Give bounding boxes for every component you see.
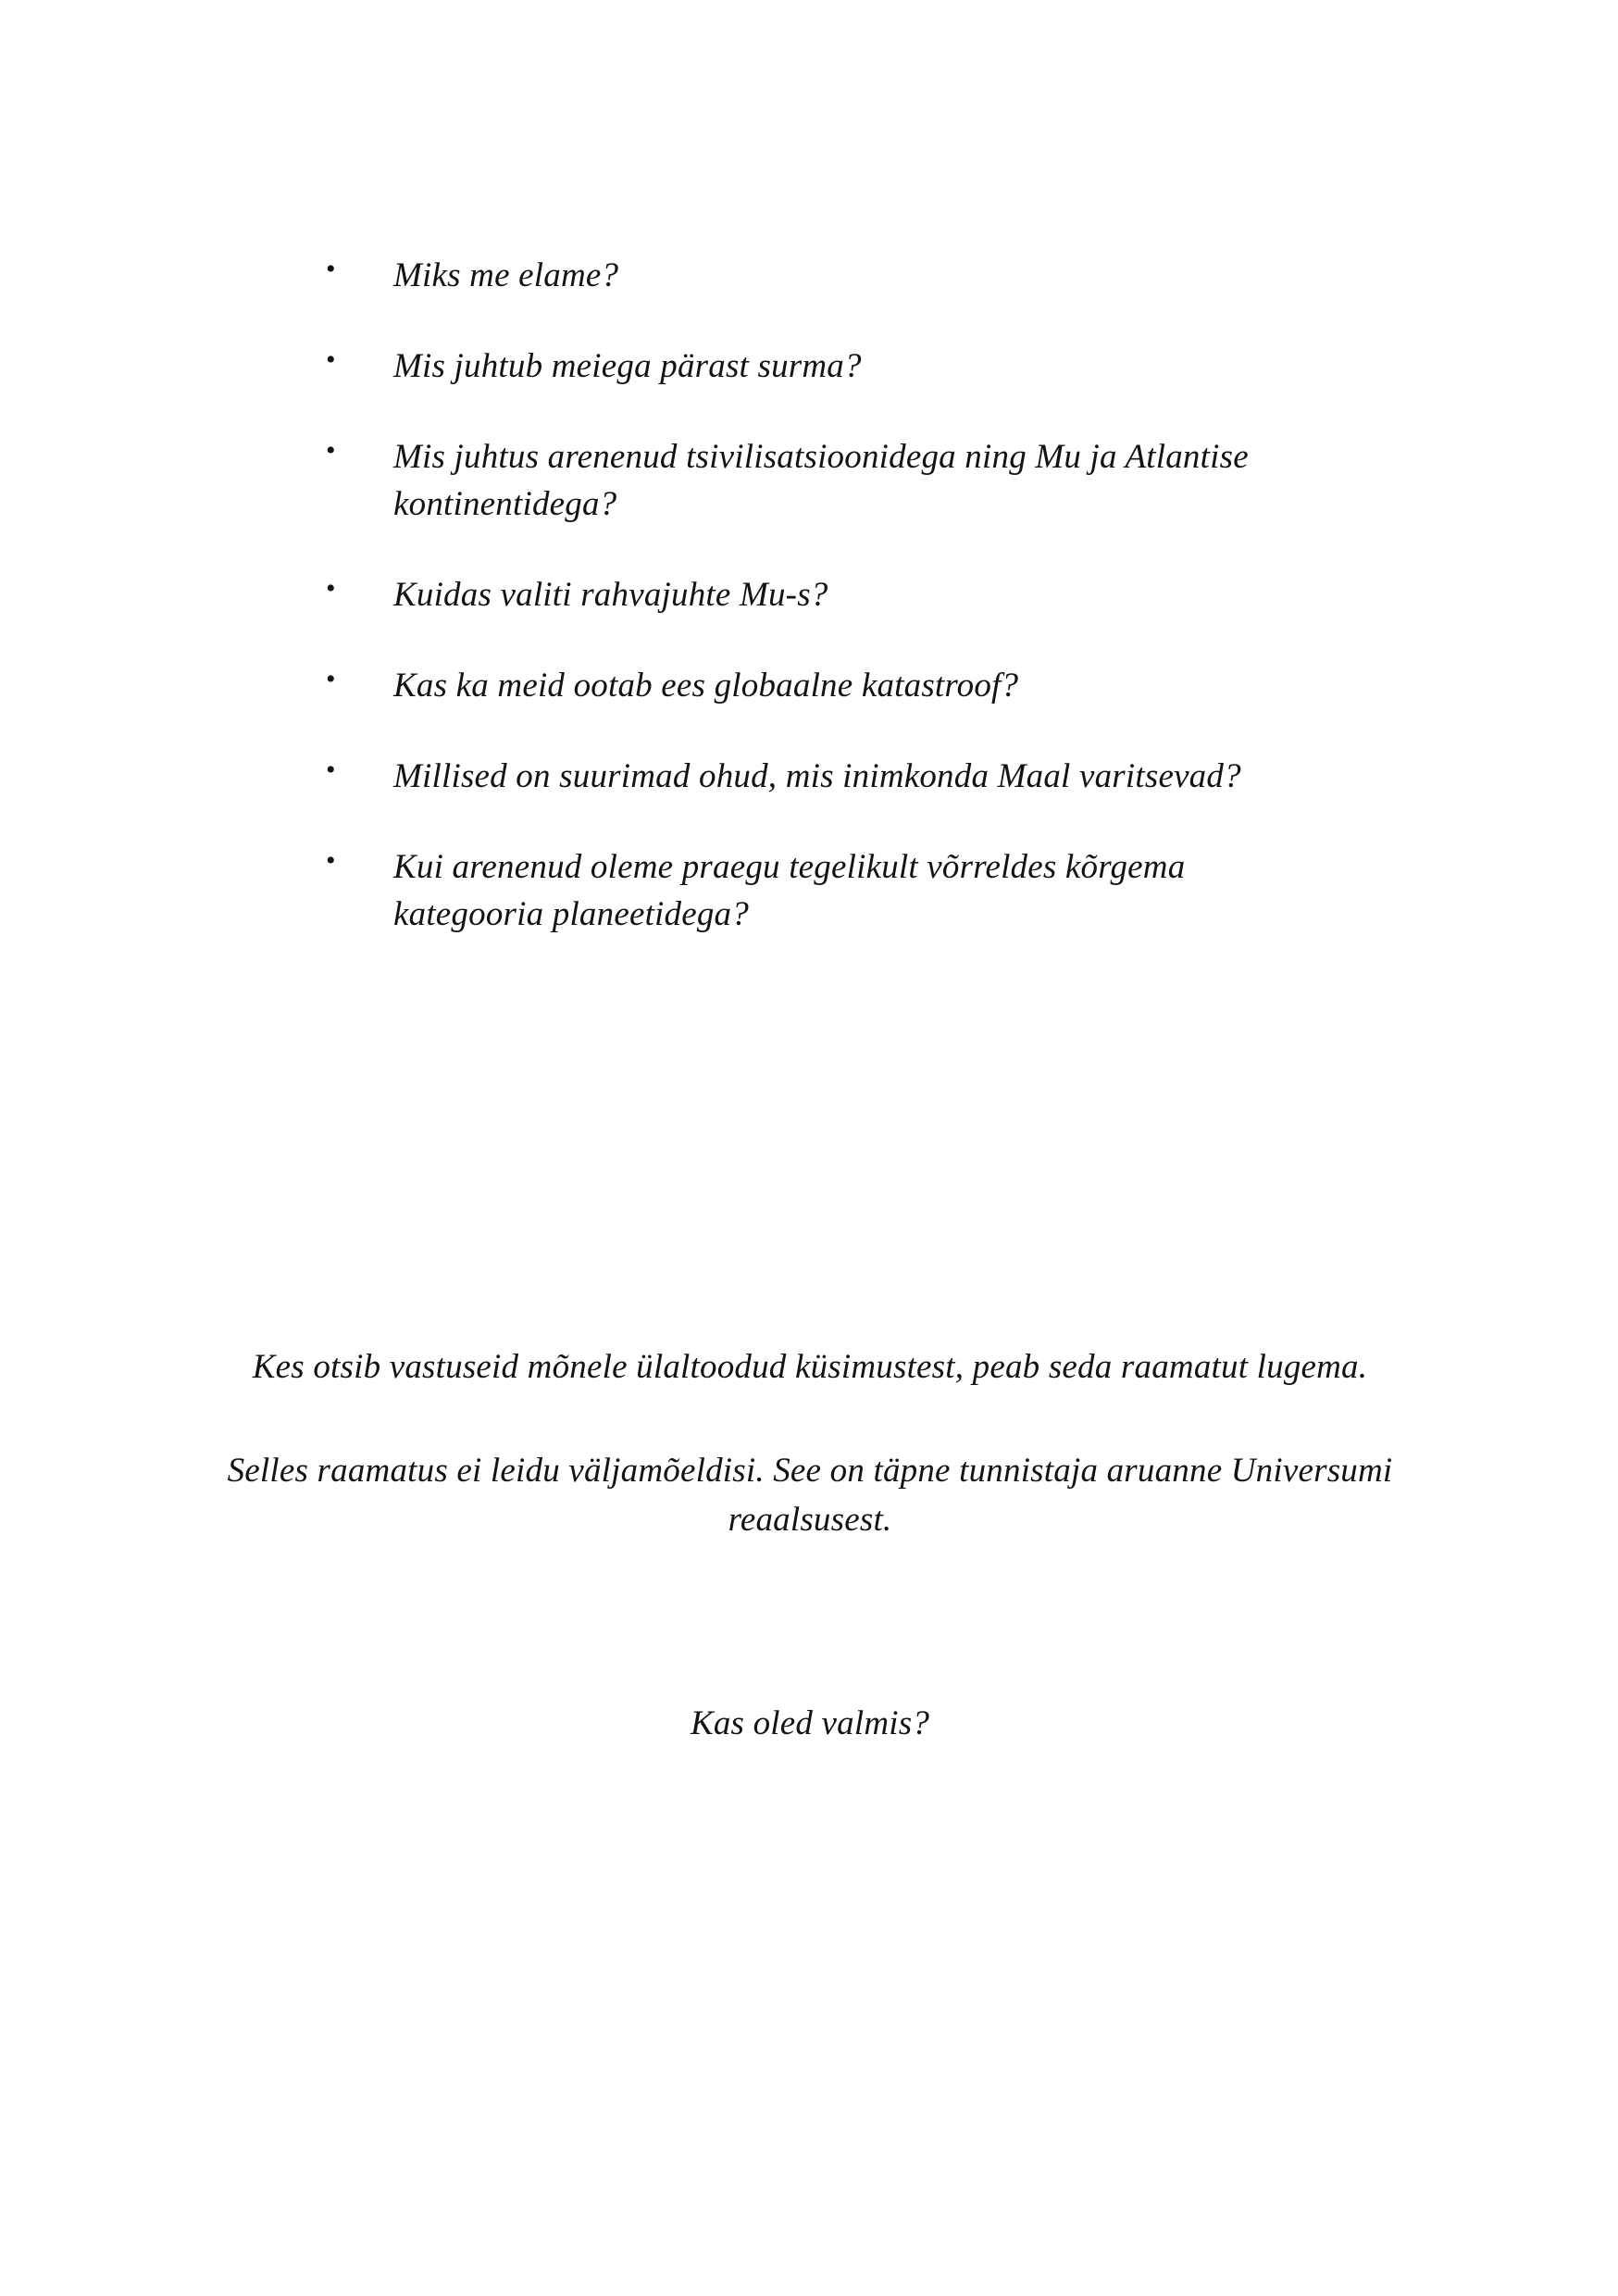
- list-item: [305, 753, 1342, 800]
- list-item: [305, 662, 1342, 709]
- closing-paragraph-2: Selles raamatus ei leidu väljamõeldisi. See on täpne tunnistaja aruanne Universumi reaalsusest.: [227, 1451, 1393, 1540]
- list-item: [305, 343, 1342, 390]
- list-item: [305, 571, 1342, 618]
- list-item: [305, 843, 1342, 938]
- bullet-icon: •: [326, 344, 336, 376]
- bullet-icon: •: [326, 573, 336, 605]
- closing-paragraph-1: Kes otsib vastuseid mõnele ülaltoodud küsimustest, peab seda raamatut lugema.: [252, 1348, 1368, 1386]
- question-list: [305, 252, 1342, 981]
- question-text: Kuidas valiti rahvajuhte Mu-s?: [393, 576, 828, 615]
- bullet-icon: •: [326, 845, 336, 877]
- list-item: [305, 433, 1342, 528]
- list-item: [305, 252, 1342, 299]
- closing-block: [213, 1342, 1407, 1545]
- bullet-icon: •: [326, 755, 336, 786]
- question-text: Miks me elame?: [393, 256, 619, 294]
- question-text: Millised on suurimad ohud, mis inimkonda Maal varitsevad?: [393, 757, 1241, 796]
- final-question-line: Kas oled valmis?: [690, 1704, 930, 1742]
- question-text: Mis juhtus arenenud tsivilisatsioonidega ning Mu ja Atlantise kontinentidega?: [393, 438, 1249, 524]
- bullet-icon: •: [326, 664, 336, 695]
- bullet-icon: •: [326, 435, 336, 467]
- question-text: Mis juhtub meiega pärast surma?: [393, 347, 862, 386]
- bullet-icon: •: [326, 254, 336, 284]
- question-text: Kui arenenud oleme praegu tegelikult võrreldes kõrgema kategooria planeetidega?: [393, 848, 1186, 934]
- question-text: Kas ka meid ootab ees globaalne katastroof?: [393, 667, 1019, 705]
